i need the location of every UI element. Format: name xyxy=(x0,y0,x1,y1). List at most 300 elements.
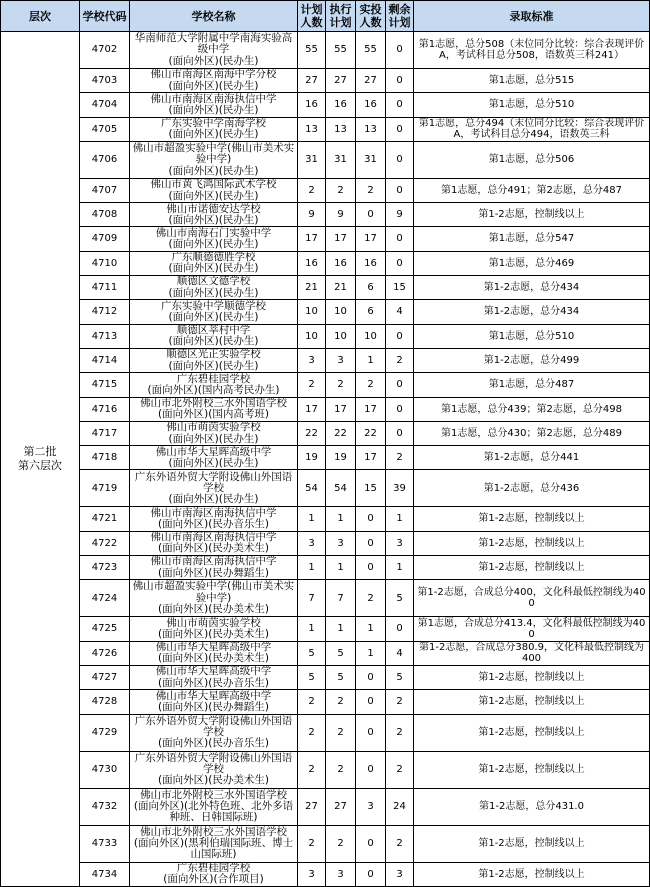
plan-count-cell xyxy=(298,507,326,531)
actual-count: 0 xyxy=(367,868,374,880)
school-code-cell xyxy=(80,349,130,373)
table-row xyxy=(80,276,650,300)
actual-count: 0 xyxy=(367,726,374,738)
school-name-cell xyxy=(130,252,298,276)
plan-count-cell xyxy=(298,93,326,117)
school-note: (面向外区)(民办生) xyxy=(168,493,259,506)
admission-standard-cell xyxy=(414,789,650,826)
plan-count: 21 xyxy=(305,282,318,294)
admission-standard-cell xyxy=(414,252,650,276)
admission-standard: 第1志愿，总分494（末位同分比较：综合表现评价A，考试科目总分494，语数英三科 xyxy=(418,117,645,141)
actual-count: 27 xyxy=(364,75,377,86)
school-code: 4713 xyxy=(91,330,118,342)
plan-count: 5 xyxy=(308,647,315,659)
plan-count-cell xyxy=(298,118,326,142)
school-name-cell xyxy=(130,276,298,300)
school-name: 佛山市南海区南海执信中学 xyxy=(150,556,277,568)
school-name: 广东碧桂园学校 xyxy=(176,373,251,385)
school-note: (面向外区)(民办美术生) xyxy=(158,542,269,555)
table-row xyxy=(80,179,650,203)
plan-count: 3 xyxy=(308,537,315,549)
school-name-cell xyxy=(130,532,298,556)
school-code-cell xyxy=(80,300,130,324)
school-code: 4707 xyxy=(91,184,118,196)
remaining-plan: 24 xyxy=(393,800,406,812)
actual-count-cell xyxy=(356,349,386,373)
school-code: 4706 xyxy=(91,154,118,166)
table-row xyxy=(80,227,650,251)
school-code: 4716 xyxy=(91,403,118,415)
remaining-plan: 39 xyxy=(393,482,406,494)
executed-plan-cell xyxy=(326,325,356,349)
header-standard xyxy=(414,0,650,32)
school-code: 4712 xyxy=(91,306,118,318)
plan-count: 3 xyxy=(308,868,315,880)
actual-count-cell xyxy=(356,715,386,752)
plan-count-cell xyxy=(298,863,326,887)
executed-plan: 19 xyxy=(334,452,347,464)
actual-count-cell xyxy=(356,532,386,556)
school-note: (面向外区)(民办生) xyxy=(168,262,259,275)
school-name: 广东外语外贸大学附设佛山外国语学校 xyxy=(134,751,293,775)
school-name-cell xyxy=(130,422,298,446)
plan-count: 17 xyxy=(305,403,318,415)
school-name-cell xyxy=(130,470,298,507)
actual-count-cell xyxy=(356,69,386,93)
executed-plan: 3 xyxy=(337,354,344,366)
school-code: 4719 xyxy=(91,482,118,494)
plan-count: 2 xyxy=(308,763,315,775)
header-actual-label: 实投人数 xyxy=(359,3,382,29)
actual-count: 0 xyxy=(367,513,374,525)
school-name-cell xyxy=(130,642,298,666)
table-row xyxy=(80,300,650,324)
school-code-cell xyxy=(80,118,130,142)
admission-standard-cell xyxy=(414,617,650,641)
executed-plan: 10 xyxy=(334,306,347,318)
school-name-cell xyxy=(130,118,298,142)
executed-plan: 55 xyxy=(334,44,347,56)
executed-plan: 22 xyxy=(334,427,347,439)
school-code: 4715 xyxy=(91,379,118,391)
remaining-plan-cell xyxy=(386,532,414,556)
remaining-plan-cell xyxy=(386,617,414,641)
actual-count: 17 xyxy=(364,403,377,415)
actual-count-cell xyxy=(356,142,386,179)
table-row xyxy=(80,617,650,641)
table-body xyxy=(80,32,650,887)
admission-standard: 第1-2志愿，控制线以上 xyxy=(478,726,585,738)
school-note: (面向外区)(黑利伯瑞国际班、博士山国际班) xyxy=(133,836,294,861)
school-name-cell xyxy=(130,227,298,251)
actual-count: 0 xyxy=(367,562,374,574)
school-code-cell xyxy=(80,617,130,641)
school-code-cell xyxy=(80,422,130,446)
school-name: 佛山市南海区南海执信中学 xyxy=(150,507,277,519)
school-note: (面向外区)(民办生) xyxy=(168,335,259,348)
plan-count: 2 xyxy=(308,726,315,738)
school-code: 4709 xyxy=(91,233,118,245)
actual-count-cell xyxy=(356,690,386,714)
school-code-cell xyxy=(80,398,130,422)
school-code-cell xyxy=(80,179,130,203)
admission-standard: 第1-2志愿，总分431.0 xyxy=(479,800,584,812)
actual-count: 17 xyxy=(364,452,377,464)
table-row xyxy=(80,715,650,752)
actual-count-cell xyxy=(356,617,386,641)
executed-plan-cell xyxy=(326,642,356,666)
school-name: 佛山市南海区南海执信中学 xyxy=(150,531,277,544)
school-code: 4703 xyxy=(91,75,118,86)
school-name: 佛山市诺德安达学校 xyxy=(166,203,261,215)
actual-count: 2 xyxy=(367,379,374,391)
executed-plan: 21 xyxy=(334,282,347,294)
school-code: 4727 xyxy=(91,671,118,683)
executed-plan: 54 xyxy=(334,482,347,494)
admission-standard: 第1-2志愿，控制线以上 xyxy=(478,671,585,683)
school-name-cell xyxy=(130,349,298,373)
school-name: 佛山市萌茵实验学校 xyxy=(166,421,261,434)
school-code-cell xyxy=(80,69,130,93)
executed-plan: 9 xyxy=(337,209,344,221)
plan-count-cell xyxy=(298,349,326,373)
table-row xyxy=(80,532,650,556)
admission-standard: 第1-2志愿，总分499 xyxy=(483,354,580,366)
admission-standard-cell xyxy=(414,715,650,752)
executed-plan-cell xyxy=(326,179,356,203)
actual-count-cell xyxy=(356,556,386,580)
school-name-cell xyxy=(130,580,298,617)
admission-standard-cell xyxy=(414,276,650,300)
table-header xyxy=(0,0,650,32)
executed-plan-cell xyxy=(326,715,356,752)
header-remain xyxy=(386,0,414,32)
school-note: (面向外区)(民办生) xyxy=(168,103,259,116)
admission-standard-cell xyxy=(414,642,650,666)
actual-count: 0 xyxy=(367,696,374,708)
executed-plan-cell xyxy=(326,300,356,324)
actual-count-cell xyxy=(356,422,386,446)
school-code: 4705 xyxy=(91,123,118,135)
actual-count: 0 xyxy=(367,209,374,221)
admission-standard-cell xyxy=(414,32,650,69)
actual-count-cell xyxy=(356,276,386,300)
remaining-plan-cell xyxy=(386,666,414,690)
remaining-plan: 0 xyxy=(396,257,403,269)
table-row xyxy=(80,69,650,93)
table-row xyxy=(80,203,650,227)
executed-plan-cell xyxy=(326,826,356,863)
school-code-cell xyxy=(80,276,130,300)
school-note: (面向外区)(民办音乐生) xyxy=(158,737,269,750)
school-code: 4730 xyxy=(91,763,118,775)
admission-standard: 第1志愿，总分506 xyxy=(488,154,575,166)
admission-standard: 第1志愿，总分487 xyxy=(488,379,575,391)
executed-plan-cell xyxy=(326,470,356,507)
school-name: 广东顺德德胜学校 xyxy=(171,251,256,264)
executed-plan-cell xyxy=(326,422,356,446)
school-name: 佛山市北外附校三水外国语学校 xyxy=(140,397,287,409)
school-name: 华南师范大学附属中学南海实验高级中学 xyxy=(134,32,293,56)
school-name-cell xyxy=(130,93,298,117)
level-tier: 第六层次 xyxy=(18,459,62,472)
remaining-plan-cell xyxy=(386,325,414,349)
header-code-label: 学校代码 xyxy=(82,9,127,23)
school-code: 4711 xyxy=(91,282,118,294)
executed-plan-cell xyxy=(326,349,356,373)
executed-plan: 17 xyxy=(334,403,347,415)
admission-standard: 第1-2志愿，总分441 xyxy=(483,452,580,464)
remaining-plan: 4 xyxy=(396,306,403,318)
plan-count: 10 xyxy=(305,306,318,318)
school-code-cell xyxy=(80,580,130,617)
school-code-cell xyxy=(80,507,130,531)
executed-plan-cell xyxy=(326,532,356,556)
admission-standard: 第1志愿，总分508（末位同分比较：综合表现评价A，考试科目总分508，语数英三科241） xyxy=(418,38,645,61)
school-note: (面向外区)(国内高考民办生) xyxy=(147,383,280,396)
remaining-plan-cell xyxy=(386,789,414,826)
school-code: 4721 xyxy=(91,513,118,525)
actual-count: 55 xyxy=(364,44,377,56)
table-row xyxy=(80,349,650,373)
actual-count: 2 xyxy=(367,592,374,604)
admission-standard: 第1志愿，总分439；第2志愿，总分498 xyxy=(441,403,622,415)
admission-standard-cell xyxy=(414,69,650,93)
remaining-plan: 1 xyxy=(396,562,403,574)
admission-standard: 第1志愿，总分547 xyxy=(488,233,575,245)
school-name: 佛山市北外附校三水外国语学校 xyxy=(140,825,287,838)
remaining-plan-cell xyxy=(386,349,414,373)
plan-count-cell xyxy=(298,276,326,300)
header-actual xyxy=(356,0,386,32)
school-note: (面向外区)(民办生) xyxy=(168,54,259,67)
plan-count: 1 xyxy=(308,623,315,635)
school-name-cell xyxy=(130,325,298,349)
school-note: (面向外区)(民办美术生) xyxy=(158,652,269,665)
school-code: 4718 xyxy=(91,452,118,464)
school-name-cell xyxy=(130,203,298,227)
remaining-plan: 0 xyxy=(396,403,403,415)
remaining-plan-cell xyxy=(386,642,414,666)
actual-count-cell xyxy=(356,203,386,227)
header-exec-label: 执行计划 xyxy=(329,3,352,29)
actual-count-cell xyxy=(356,93,386,117)
school-name-cell xyxy=(130,826,298,863)
executed-plan-cell xyxy=(326,580,356,617)
table-row xyxy=(80,142,650,179)
executed-plan: 31 xyxy=(334,154,347,166)
school-code-cell xyxy=(80,690,130,714)
school-name-cell xyxy=(130,507,298,531)
actual-count-cell xyxy=(356,32,386,69)
school-name: 广东外语外贸大学附设佛山外国语学校 xyxy=(134,470,293,494)
admission-standard-cell xyxy=(414,556,650,580)
remaining-plan: 5 xyxy=(396,592,403,604)
school-name-cell xyxy=(130,142,298,179)
actual-count-cell xyxy=(356,470,386,507)
school-name: 佛山市华大星晖高级中学 xyxy=(155,690,272,702)
remaining-plan: 0 xyxy=(396,123,403,135)
executed-plan-cell xyxy=(326,252,356,276)
school-note: (面向外区)(国内高考班) xyxy=(158,408,269,421)
admission-standard: 第1-2志愿，控制线以上 xyxy=(478,696,585,708)
admission-standard: 第1-2志愿，总分434 xyxy=(483,282,580,294)
executed-plan: 16 xyxy=(334,99,347,111)
remaining-plan: 2 xyxy=(396,763,403,775)
admission-standard-cell xyxy=(414,349,650,373)
plan-count-cell xyxy=(298,32,326,69)
school-name: 佛山市超盈实验中学(佛山市美术实验中学) xyxy=(132,580,295,604)
admission-standard-cell xyxy=(414,422,650,446)
table-row xyxy=(80,666,650,690)
admission-standard-cell xyxy=(414,532,650,556)
remaining-plan-cell xyxy=(386,863,414,887)
executed-plan-cell xyxy=(326,69,356,93)
school-note: (面向外区)(民办音乐生) xyxy=(158,518,269,531)
plan-count: 27 xyxy=(305,800,318,812)
plan-count-cell xyxy=(298,142,326,179)
table-row xyxy=(80,789,650,826)
school-note: (面向外区)(民办生) xyxy=(168,164,259,177)
admission-standard: 第1-2志愿，控制线以上 xyxy=(478,763,585,775)
school-code: 4732 xyxy=(91,800,118,812)
remaining-plan: 0 xyxy=(396,154,403,166)
executed-plan-cell xyxy=(326,446,356,470)
remaining-plan-cell xyxy=(386,142,414,179)
remaining-plan-cell xyxy=(386,715,414,752)
plan-count: 19 xyxy=(305,452,318,464)
executed-plan: 7 xyxy=(337,592,344,604)
admission-standard-cell xyxy=(414,752,650,789)
school-note: (面向外区)(民办生) xyxy=(168,359,259,372)
plan-count: 16 xyxy=(305,99,318,111)
school-note: (面向外区)(民办舞蹈生) xyxy=(158,566,269,579)
school-code-cell xyxy=(80,142,130,179)
remaining-plan-cell xyxy=(386,422,414,446)
executed-plan: 1 xyxy=(337,513,344,525)
admission-standard: 第1-2志愿，控制线以上 xyxy=(478,513,585,525)
plan-count-cell xyxy=(298,398,326,422)
school-code: 4725 xyxy=(91,623,118,635)
school-code-cell xyxy=(80,446,130,470)
remaining-plan-cell xyxy=(386,227,414,251)
table-row xyxy=(80,446,650,470)
remaining-plan: 0 xyxy=(396,623,403,635)
admission-standard-cell xyxy=(414,690,650,714)
school-name: 顺德区光正实验学校 xyxy=(166,348,261,361)
executed-plan-cell xyxy=(326,556,356,580)
remaining-plan: 4 xyxy=(396,647,403,659)
actual-count: 0 xyxy=(367,837,374,849)
remaining-plan: 0 xyxy=(396,233,403,245)
school-name-cell xyxy=(130,446,298,470)
school-name: 佛山市华大星晖高级中学 xyxy=(155,641,272,653)
school-code: 4723 xyxy=(91,562,118,574)
actual-count-cell xyxy=(356,580,386,617)
school-name-cell xyxy=(130,715,298,752)
school-code: 4710 xyxy=(91,257,118,269)
remaining-plan-cell xyxy=(386,752,414,789)
admission-standard-cell xyxy=(414,300,650,324)
school-note: (面向外区)(民办美术生) xyxy=(158,627,269,640)
actual-count: 17 xyxy=(364,233,377,245)
school-code-cell xyxy=(80,666,130,690)
remaining-plan-cell xyxy=(386,300,414,324)
school-name-cell xyxy=(130,863,298,887)
admission-standard: 第1志愿，总分510 xyxy=(488,330,575,342)
actual-count-cell xyxy=(356,179,386,203)
plan-count: 54 xyxy=(305,482,318,494)
header-exec xyxy=(326,0,356,32)
plan-count-cell xyxy=(298,789,326,826)
table-row xyxy=(80,826,650,863)
plan-count: 16 xyxy=(305,257,318,269)
school-name: 广东实验中学顺德学校 xyxy=(161,300,266,312)
remaining-plan-cell xyxy=(386,470,414,507)
school-name-cell xyxy=(130,69,298,93)
school-name: 佛山市南海区南海中学分校 xyxy=(150,69,277,81)
school-name-cell xyxy=(130,373,298,397)
school-code: 4722 xyxy=(91,537,118,549)
executed-plan-cell xyxy=(326,276,356,300)
plan-count-cell xyxy=(298,826,326,863)
school-code-cell xyxy=(80,203,130,227)
level-cell xyxy=(0,32,80,887)
remaining-plan-cell xyxy=(386,32,414,69)
remaining-plan: 0 xyxy=(396,330,403,342)
header-standard-label: 录取标准 xyxy=(509,9,554,23)
school-code: 4704 xyxy=(91,99,118,111)
remaining-plan-cell xyxy=(386,118,414,142)
actual-count-cell xyxy=(356,446,386,470)
admission-standard: 第1志愿，总分510 xyxy=(488,99,575,111)
school-name: 顺德区莘村中学 xyxy=(176,324,251,337)
school-code: 4726 xyxy=(91,647,118,659)
actual-count-cell xyxy=(356,227,386,251)
school-name-cell xyxy=(130,398,298,422)
actual-count: 3 xyxy=(367,800,374,812)
executed-plan: 3 xyxy=(337,868,344,880)
admission-standard-cell xyxy=(414,863,650,887)
executed-plan-cell xyxy=(326,789,356,826)
admission-standard-cell xyxy=(414,826,650,863)
table-row xyxy=(80,863,650,887)
admission-standard-cell xyxy=(414,373,650,397)
plan-count: 3 xyxy=(308,354,315,366)
plan-count-cell xyxy=(298,642,326,666)
remaining-plan: 15 xyxy=(393,282,406,294)
header-name-label: 学校名称 xyxy=(191,9,236,23)
executed-plan: 13 xyxy=(334,123,347,135)
table-row xyxy=(80,507,650,531)
actual-count-cell xyxy=(356,252,386,276)
school-code-cell xyxy=(80,642,130,666)
school-note: (面向外区)(民办生) xyxy=(168,286,259,299)
plan-count: 55 xyxy=(305,44,318,56)
remaining-plan-cell xyxy=(386,446,414,470)
remaining-plan-cell xyxy=(386,179,414,203)
actual-count: 0 xyxy=(367,763,374,775)
actual-count-cell xyxy=(356,373,386,397)
school-name-cell xyxy=(130,179,298,203)
actual-count-cell xyxy=(356,789,386,826)
executed-plan-cell xyxy=(326,507,356,531)
admission-standard-cell xyxy=(414,227,650,251)
plan-count-cell xyxy=(298,617,326,641)
remaining-plan-cell xyxy=(386,826,414,863)
remaining-plan-cell xyxy=(386,93,414,117)
actual-count-cell xyxy=(356,300,386,324)
